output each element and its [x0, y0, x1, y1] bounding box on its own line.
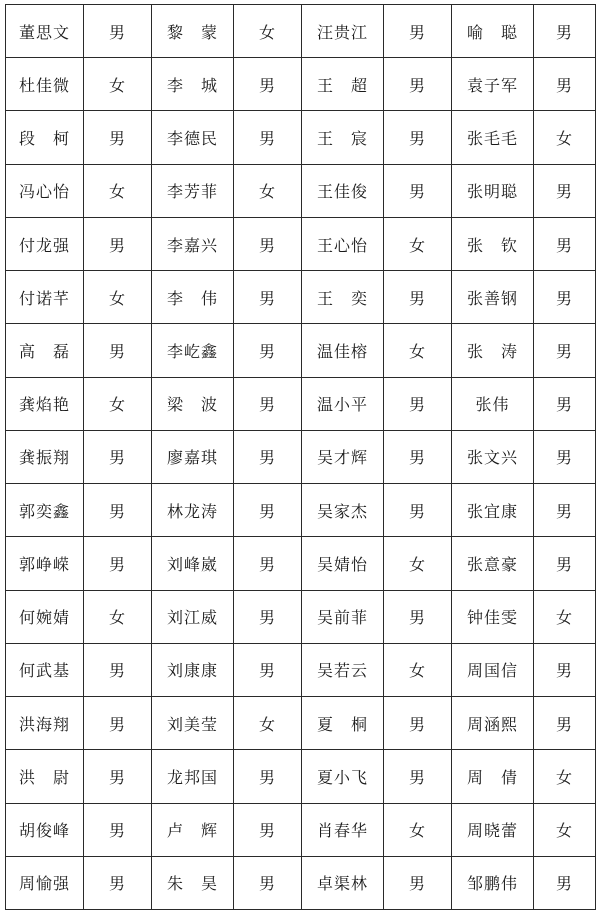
- person-name-cell: 邹鹏伟: [452, 856, 534, 909]
- person-name-cell: 何婉婧: [6, 590, 84, 643]
- table-row: [6, 484, 596, 537]
- person-name-cell: 夏 桐: [302, 697, 384, 750]
- person-name-cell: 周涵熙: [452, 697, 534, 750]
- person-name-cell: 洪海翔: [6, 697, 84, 750]
- name-gender-table: [5, 4, 596, 910]
- person-name-cell: 吴若云: [302, 643, 384, 696]
- person-gender-cell: 男: [534, 643, 596, 696]
- person-name-cell: 林龙涛: [152, 484, 234, 537]
- table-row: [6, 217, 596, 270]
- person-name-cell: 王 奕: [302, 271, 384, 324]
- person-gender-cell: 男: [84, 484, 152, 537]
- table-row: [6, 430, 596, 483]
- person-gender-cell: 男: [534, 324, 596, 377]
- person-gender-cell: 男: [84, 750, 152, 803]
- person-name-cell: 高 磊: [6, 324, 84, 377]
- person-gender-cell: 女: [234, 697, 302, 750]
- person-name-cell: 李嘉兴: [152, 217, 234, 270]
- person-gender-cell: 男: [384, 750, 452, 803]
- person-gender-cell: 男: [384, 164, 452, 217]
- table-row: [6, 590, 596, 643]
- person-gender-cell: 男: [534, 856, 596, 909]
- person-gender-cell: 女: [534, 111, 596, 164]
- person-name-cell: 张 钦: [452, 217, 534, 270]
- person-gender-cell: 男: [84, 111, 152, 164]
- person-gender-cell: 男: [234, 803, 302, 856]
- person-name-cell: 吴家杰: [302, 484, 384, 537]
- person-gender-cell: 男: [534, 5, 596, 58]
- person-gender-cell: 男: [534, 164, 596, 217]
- person-gender-cell: 女: [384, 537, 452, 590]
- person-gender-cell: 男: [234, 856, 302, 909]
- table-row: [6, 5, 596, 58]
- table-row: [6, 803, 596, 856]
- person-gender-cell: 男: [234, 217, 302, 270]
- person-gender-cell: 男: [84, 430, 152, 483]
- person-gender-cell: 男: [234, 111, 302, 164]
- person-name-cell: 段 柯: [6, 111, 84, 164]
- person-gender-cell: 男: [234, 590, 302, 643]
- table-row: [6, 856, 596, 909]
- person-name-cell: 张宜康: [452, 484, 534, 537]
- person-gender-cell: 男: [534, 537, 596, 590]
- person-name-cell: 温小平: [302, 377, 384, 430]
- person-name-cell: 黎 蒙: [152, 5, 234, 58]
- person-gender-cell: 女: [534, 750, 596, 803]
- person-name-cell: 付诺芊: [6, 271, 84, 324]
- person-gender-cell: 男: [84, 324, 152, 377]
- person-name-cell: 董思文: [6, 5, 84, 58]
- person-name-cell: 袁子军: [452, 58, 534, 111]
- person-name-cell: 王 宸: [302, 111, 384, 164]
- person-name-cell: 吴才辉: [302, 430, 384, 483]
- person-name-cell: 李德民: [152, 111, 234, 164]
- person-name-cell: 夏小飞: [302, 750, 384, 803]
- person-gender-cell: 男: [384, 5, 452, 58]
- person-name-cell: 洪 尉: [6, 750, 84, 803]
- person-gender-cell: 男: [84, 217, 152, 270]
- person-name-cell: 肖春华: [302, 803, 384, 856]
- person-gender-cell: 女: [234, 164, 302, 217]
- person-name-cell: 冯心怡: [6, 164, 84, 217]
- person-gender-cell: 女: [384, 217, 452, 270]
- person-gender-cell: 男: [84, 856, 152, 909]
- person-name-cell: 郭峥嵘: [6, 537, 84, 590]
- person-name-cell: 龚振翔: [6, 430, 84, 483]
- person-name-cell: 梁 波: [152, 377, 234, 430]
- person-gender-cell: 女: [384, 643, 452, 696]
- person-name-cell: 周 倩: [452, 750, 534, 803]
- person-name-cell: 刘江威: [152, 590, 234, 643]
- person-name-cell: 刘康康: [152, 643, 234, 696]
- person-name-cell: 张伟: [452, 377, 534, 430]
- person-name-cell: 张 涛: [452, 324, 534, 377]
- person-gender-cell: 男: [384, 484, 452, 537]
- person-name-cell: 朱 昊: [152, 856, 234, 909]
- person-gender-cell: 男: [234, 58, 302, 111]
- table-row: [6, 697, 596, 750]
- table-row: [6, 58, 596, 111]
- table-row: [6, 111, 596, 164]
- person-gender-cell: 女: [84, 58, 152, 111]
- person-gender-cell: 男: [384, 590, 452, 643]
- person-gender-cell: 男: [234, 271, 302, 324]
- person-gender-cell: 女: [84, 271, 152, 324]
- person-name-cell: 吴婧怡: [302, 537, 384, 590]
- person-gender-cell: 女: [384, 324, 452, 377]
- person-name-cell: 卢 辉: [152, 803, 234, 856]
- person-gender-cell: 男: [384, 58, 452, 111]
- table-row: [6, 537, 596, 590]
- person-name-cell: 王 超: [302, 58, 384, 111]
- person-gender-cell: 男: [84, 803, 152, 856]
- person-gender-cell: 男: [534, 217, 596, 270]
- person-name-cell: 周国信: [452, 643, 534, 696]
- person-name-cell: 王佳俊: [302, 164, 384, 217]
- person-name-cell: 张明聪: [452, 164, 534, 217]
- person-name-cell: 廖嘉琪: [152, 430, 234, 483]
- person-name-cell: 何武基: [6, 643, 84, 696]
- person-gender-cell: 男: [384, 377, 452, 430]
- person-gender-cell: 男: [234, 430, 302, 483]
- table-row: [6, 750, 596, 803]
- person-name-cell: 钟佳雯: [452, 590, 534, 643]
- person-gender-cell: 男: [84, 537, 152, 590]
- person-name-cell: 汪贵江: [302, 5, 384, 58]
- person-gender-cell: 男: [234, 377, 302, 430]
- person-name-cell: 李 城: [152, 58, 234, 111]
- person-gender-cell: 男: [384, 271, 452, 324]
- person-name-cell: 付龙强: [6, 217, 84, 270]
- person-gender-cell: 男: [234, 324, 302, 377]
- person-gender-cell: 女: [384, 803, 452, 856]
- person-gender-cell: 男: [384, 856, 452, 909]
- person-name-cell: 喻 聪: [452, 5, 534, 58]
- table-body: [6, 5, 596, 910]
- person-gender-cell: 女: [234, 5, 302, 58]
- person-gender-cell: 男: [234, 484, 302, 537]
- person-gender-cell: 男: [234, 750, 302, 803]
- table-row: [6, 377, 596, 430]
- person-name-cell: 张善钢: [452, 271, 534, 324]
- person-name-cell: 李芳菲: [152, 164, 234, 217]
- person-name-cell: 胡俊峰: [6, 803, 84, 856]
- person-gender-cell: 男: [84, 697, 152, 750]
- table-row: [6, 324, 596, 377]
- table-row: [6, 164, 596, 217]
- person-name-cell: 张意豪: [452, 537, 534, 590]
- person-gender-cell: 男: [534, 58, 596, 111]
- person-gender-cell: 男: [384, 111, 452, 164]
- person-name-cell: 周晓蕾: [452, 803, 534, 856]
- person-gender-cell: 男: [84, 643, 152, 696]
- person-gender-cell: 男: [84, 5, 152, 58]
- person-name-cell: 张文兴: [452, 430, 534, 483]
- person-name-cell: 刘峰崴: [152, 537, 234, 590]
- person-gender-cell: 男: [384, 430, 452, 483]
- person-gender-cell: 男: [384, 697, 452, 750]
- person-name-cell: 周愉强: [6, 856, 84, 909]
- person-gender-cell: 男: [534, 271, 596, 324]
- person-gender-cell: 男: [534, 484, 596, 537]
- person-name-cell: 龚焰艳: [6, 377, 84, 430]
- person-gender-cell: 女: [534, 803, 596, 856]
- person-gender-cell: 男: [234, 537, 302, 590]
- person-gender-cell: 男: [534, 377, 596, 430]
- person-name-cell: 龙邦国: [152, 750, 234, 803]
- table-row: [6, 643, 596, 696]
- person-name-cell: 李 伟: [152, 271, 234, 324]
- person-gender-cell: 女: [84, 590, 152, 643]
- person-name-cell: 郭奕鑫: [6, 484, 84, 537]
- person-name-cell: 李屹鑫: [152, 324, 234, 377]
- person-name-cell: 卓渠林: [302, 856, 384, 909]
- person-name-cell: 张毛毛: [452, 111, 534, 164]
- person-gender-cell: 女: [84, 164, 152, 217]
- person-name-cell: 王心怡: [302, 217, 384, 270]
- person-name-cell: 温佳榕: [302, 324, 384, 377]
- table-row: [6, 271, 596, 324]
- person-gender-cell: 女: [534, 590, 596, 643]
- person-name-cell: 杜佳微: [6, 58, 84, 111]
- person-name-cell: 吴前菲: [302, 590, 384, 643]
- person-gender-cell: 男: [534, 430, 596, 483]
- person-gender-cell: 男: [234, 643, 302, 696]
- person-gender-cell: 男: [534, 697, 596, 750]
- person-gender-cell: 女: [84, 377, 152, 430]
- person-name-cell: 刘美莹: [152, 697, 234, 750]
